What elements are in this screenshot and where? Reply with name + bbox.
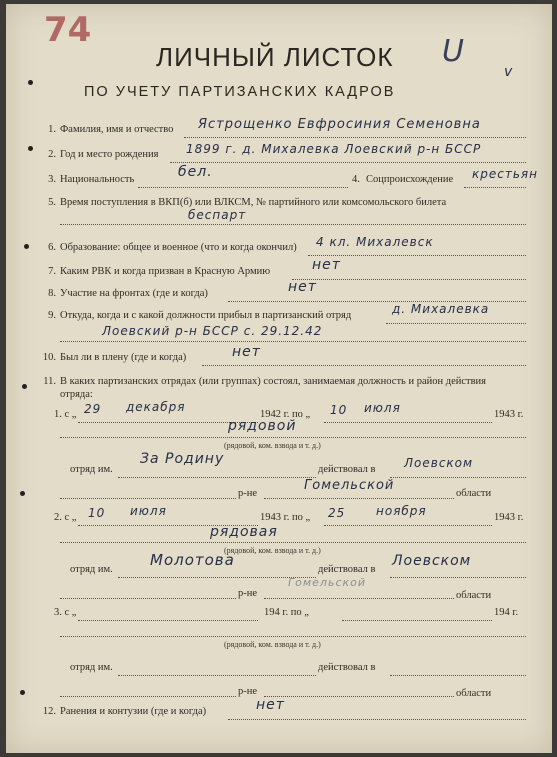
entry-2-acted-label: действовал в <box>318 564 376 575</box>
entry-1-oblast: Гомельской <box>304 478 395 493</box>
punch-hole <box>28 80 33 85</box>
field-1-number: 1. <box>48 124 56 135</box>
entry-1-otryad: За Родину <box>140 451 225 467</box>
entry-2-otryad-label: отряд им. <box>70 564 113 575</box>
field-6-label: Образование: общее и военное (что и когда окончил) <box>60 242 297 253</box>
entry-3-year-to: 194 г. <box>494 607 519 618</box>
field-10-label: Был ли в плену (где и когда) <box>60 352 187 363</box>
archive-pencil-mark: 74 <box>44 10 92 50</box>
entry-2-oblast-faint: Гомельской <box>288 576 367 589</box>
partisan-personal-sheet <box>6 4 552 753</box>
entry-3-acted-label: действовал в <box>318 662 376 673</box>
field-2-number: 2. <box>48 149 56 160</box>
entry-1-role-hint: (рядовой, ком. взвода и т. д.) <box>224 441 321 450</box>
entry-1-end-month: июля <box>364 401 401 415</box>
field-6-value: 4 кл. Михалевск <box>316 235 434 249</box>
title-handwritten-mark: U <box>442 34 465 69</box>
entry-2-year-from: 1943 г. по „ <box>260 512 311 523</box>
entry-3-oblast-label: области <box>456 688 492 699</box>
field-4-value: крестьян <box>472 167 538 181</box>
form-subtitle: ПО УЧЕТУ ПАРТИЗАНСКИХ КАДРОВ <box>84 84 396 100</box>
field-5-number: 5. <box>48 197 56 208</box>
field-9-value-line-1: д. Михалевка <box>392 302 490 316</box>
subtitle-check-mark: v <box>504 64 514 80</box>
entry-1-role: рядовой <box>228 418 297 434</box>
entry-2-role: рядовая <box>210 524 278 540</box>
field-8-label: Участие на фронтах (где и когда) <box>60 288 208 299</box>
field-11-label: В каких партизанских отрядах (или группах) состоял, занимаемая должность и район действия <box>60 376 486 387</box>
entry-1-start-month: декабря <box>126 400 186 414</box>
entry-1-year-from: 1942 г. по „ <box>260 409 311 420</box>
field-8-number: 8. <box>48 288 56 299</box>
form-title: ЛИЧНЫЙ ЛИСТОК <box>156 42 394 72</box>
entry-3-year-from: 194 г. по „ <box>264 607 309 618</box>
entry-1-raion-label: р-не <box>238 488 258 499</box>
entry-2-role-hint: (рядовой, ком. взвода и т. д.) <box>224 546 321 555</box>
entry-1-acted: Лоевском <box>404 456 474 470</box>
entry-1-number: 1. с „ <box>54 409 77 420</box>
field-11-number: 11. <box>43 376 56 387</box>
entry-1-end-day: 10 <box>330 403 348 417</box>
field-5-value: беспарт <box>188 208 247 222</box>
entry-1-otryad-label: отряд им. <box>70 464 113 475</box>
field-2-value: 1899 г. д. Михалевка Лоевский р-н БССР <box>186 142 482 156</box>
entry-1-oblast-label: области <box>456 488 492 499</box>
entry-2-otryad: Молотова <box>150 551 235 569</box>
field-8-value: нет <box>288 279 317 295</box>
field-12-number: 12. <box>42 706 56 717</box>
entry-2-raion-label: р-не <box>238 588 258 599</box>
entry-3-role-hint: (рядовой, ком. взвода и т. д.) <box>224 640 321 649</box>
field-3-label: Национальность <box>60 174 135 185</box>
field-7-number: 7. <box>48 266 56 277</box>
entry-1-acted-label: действовал в <box>318 464 376 475</box>
field-9-value-line-2: Лоевский р-н БССР с. 29.12.42 <box>102 324 323 338</box>
field-12-value: нет <box>256 697 285 713</box>
field-4-label: Соцпроисхождение <box>366 174 454 185</box>
entry-1-year-to: 1943 г. <box>494 409 524 420</box>
entry-2-end-month: ноября <box>376 504 427 518</box>
entry-2-oblast-label: области <box>456 590 492 601</box>
field-5-label: Время поступления в ВКП(б) или ВЛКСМ, № партийного или комсомольского билета <box>60 197 447 208</box>
field-12-label: Ранения и контузии (где и когда) <box>60 706 207 717</box>
entry-2-number: 2. с „ <box>54 512 77 523</box>
field-9-label: Откуда, когда и с какой должности прибыл в партизанский отряд <box>60 310 352 321</box>
entry-3-number: 3. с „ <box>54 607 77 618</box>
field-2-label: Год и место рождения <box>60 149 159 160</box>
entry-2-year-to: 1943 г. <box>494 512 524 523</box>
field-1-value: Ястрощенко Евфросиния Семеновна <box>198 117 481 132</box>
field-7-label: Каким РВК и когда призван в Красную Армию <box>60 266 271 277</box>
field-9-number: 9. <box>48 310 56 321</box>
entry-1-start-day: 29 <box>84 402 102 416</box>
entry-2-acted: Лоевском <box>392 553 472 569</box>
field-10-value: нет <box>232 344 261 360</box>
field-4-number: 4. <box>352 174 360 185</box>
entry-2-end-day: 25 <box>328 506 346 520</box>
field-3-value: бел. <box>178 164 213 180</box>
entry-2-start-month: июля <box>130 504 167 518</box>
field-7-value: нет <box>312 257 341 273</box>
field-3-number: 3. <box>48 174 56 185</box>
entry-3-raion-label: р-не <box>238 686 258 697</box>
punch-hole <box>20 491 25 496</box>
field-1-label: Фамилия, имя и отчество <box>60 124 174 135</box>
field-10-number: 10. <box>42 352 56 363</box>
field-11-label-continued: отряда: <box>60 389 93 400</box>
entry-3-otryad-label: отряд им. <box>70 662 113 673</box>
punch-hole <box>20 690 25 695</box>
entry-2-start-day: 10 <box>88 506 106 520</box>
field-6-number: 6. <box>48 242 56 253</box>
